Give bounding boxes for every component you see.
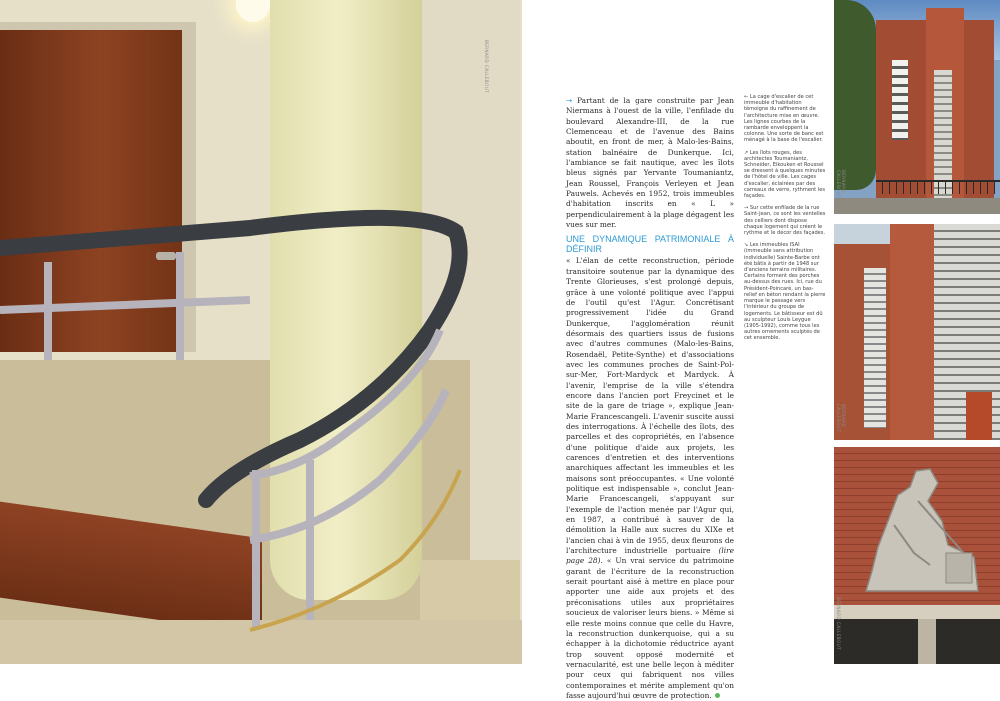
main-paragraph xyxy=(566,256,734,701)
caption: → Sur cette enfilade de la rue Saint-Jean, ce sont les ventelles des celliers dont dispose chaque logement qui créent le rythme et le décor des façades. xyxy=(744,205,826,237)
staircase-photo xyxy=(0,0,522,664)
intro-paragraph xyxy=(566,96,734,230)
end-bullet-icon xyxy=(715,693,720,698)
caption: ↗ Les îlots rouges, des architectes Toumaniantz, Schneider, Eikouken et Roussel se dressent à quelques minutes de l'hôtel de ville. Les cages d'escalier, éclairées par des carreaux de verre, rythment les façades. xyxy=(744,149,826,200)
paragraph-part-a: « L'élan de cette reconstruction, période transitoire soutenue par la dynamique des Trente Glorieuses, s'est prolongé depuis, grâce à une volonté politique avec l'appui de l'outil qu'est l'Agur. Concrétisant progressivement l'idée du Grand Dunkerque, l'agglomération réunit désormais des quartiers issus de fusions avec d'autres communes (Malo-les-Bains, Rosendaël, Petite-Synthe) et d'associations avec les communes proches de Saint-Pol-sur-Mer, Fort-Mardyck et Mardyck. À l'avenir, l'emprise de la ville s'étendra encore dans l'ancien port Freycinet et le site de la gare de triage », explique Jean-Marie Francescangeli. L'avenir suscite aussi des interrogations. À l'échelle des îlots, des parcelles et des copropriétés, en l'absence d'une politique d'aide aux projets, les carences d'entretien et des interventions anarchiques affectant les immeubles et les maisons sont préoccupantes. « Une volonté politique est indispensable », conclut Jean-Marie Francescangeli, s'appuyant sur l'exemple de l'action menée par l'Agur qui, en 1987, a contribué à sauver de la démolition la Halle aux sucres du XIXe et l'ancien chai à vin de 1955, deux fleurons de l'architecture industrielle portuaire xyxy=(566,256,734,556)
glass-block-window xyxy=(934,70,952,198)
brick-block xyxy=(890,224,934,440)
arrow-icon: → xyxy=(566,96,573,105)
bas-relief-photo xyxy=(834,447,1000,664)
page-reference: (lire page 28). xyxy=(566,546,734,566)
louvre-strip xyxy=(864,268,886,428)
pavement xyxy=(834,198,1000,214)
paragraph-part-b: « Un vrai service du patrimoine garant de l'écriture de la reconstruction serait pourtant aisé à mettre en place pour apporter une aide aux projets et des préconisations utiles aux propriétaires soucieux de valoriser leurs biens. » Même si elle reste moins connue que celle du Havre, la reconstruction dunkerquoise, qui a su échapper à la dichotomie réductrice ayant trop souvent opposé modernité et vernacularité, est une belle leçon à méditer pour ceux qui fabriquent nos villes contemporaines et mérite amplement qu'on fasse aujourd'hui œuvre de protection. xyxy=(566,556,735,700)
window-column xyxy=(892,60,908,140)
passage-opening xyxy=(834,619,1000,664)
curved-handrail xyxy=(0,0,522,664)
entrance-door xyxy=(966,392,992,440)
balcony-railing xyxy=(876,180,1000,194)
captions-column xyxy=(744,94,826,348)
tree xyxy=(834,0,876,190)
photo-credit: BERNARD CALLEBOUT xyxy=(836,170,846,199)
caption: ↘ Les immeubles ISAI (immeuble sans attribution individuelle) Sainte-Barbe ont été bâtis à partir de 1948 sur d'anciens terrains militaires. Certains forment des porches au-dessus des rues. Ici, rue du Président-Poincaré, un bas-relief en béton rendant la pierre marque le passage vers l'intérieur du groupe de logements. Le bâtisseur est dû au sculpteur Louis Leygue (1905-1992), comme tous les autres ornements sculptés de cet ensemble. xyxy=(744,242,826,342)
intro-text: Partant de la gare construite par Jean Niermans à l'ouest de la ville, l'enfilade du boulevard Alexandre-III, de la rue Clemenceau et de l'avenue des Bains aboutit, en front de mer, à Malo-les-Bains, station balnéaire de Dunkerque. Ici, l'ambiance se fait nautique, avec les îlots bleus signés par Yervante Toumaniantz, Jean Roussel, François Verleyen et Jean Pauwels. Achevés en 1952, trois immeubles d'habitation inscrits en « L » perpendiculairement à la plage dégagent les vues sur mer. xyxy=(566,96,734,230)
caption: ← La cage d'escalier de cet immeuble d'habitation témoigne du raffinement de l'architecture mise en œuvre. Les lignes courbes de la rambarde enveloppent la colonne. Une sorte de banc est ménagé à la base de l'escalier. xyxy=(744,94,824,144)
lintel xyxy=(834,605,1000,619)
red-brick-building-photo xyxy=(834,0,1000,214)
sculpture-relief xyxy=(858,461,986,601)
photo-credit: BERNARD CALLEBOUT xyxy=(484,40,489,94)
photo-credit: BERNARD CALLEBOUT xyxy=(836,404,846,433)
support-post xyxy=(918,619,936,664)
article-body xyxy=(566,96,734,701)
louvred-facade-photo xyxy=(834,224,1000,440)
photo-credit: BERNARD CALLEBOUT xyxy=(836,597,841,651)
section-title: UNE DYNAMIQUE PATRIMONIALE À DÉFINIR xyxy=(566,234,734,255)
